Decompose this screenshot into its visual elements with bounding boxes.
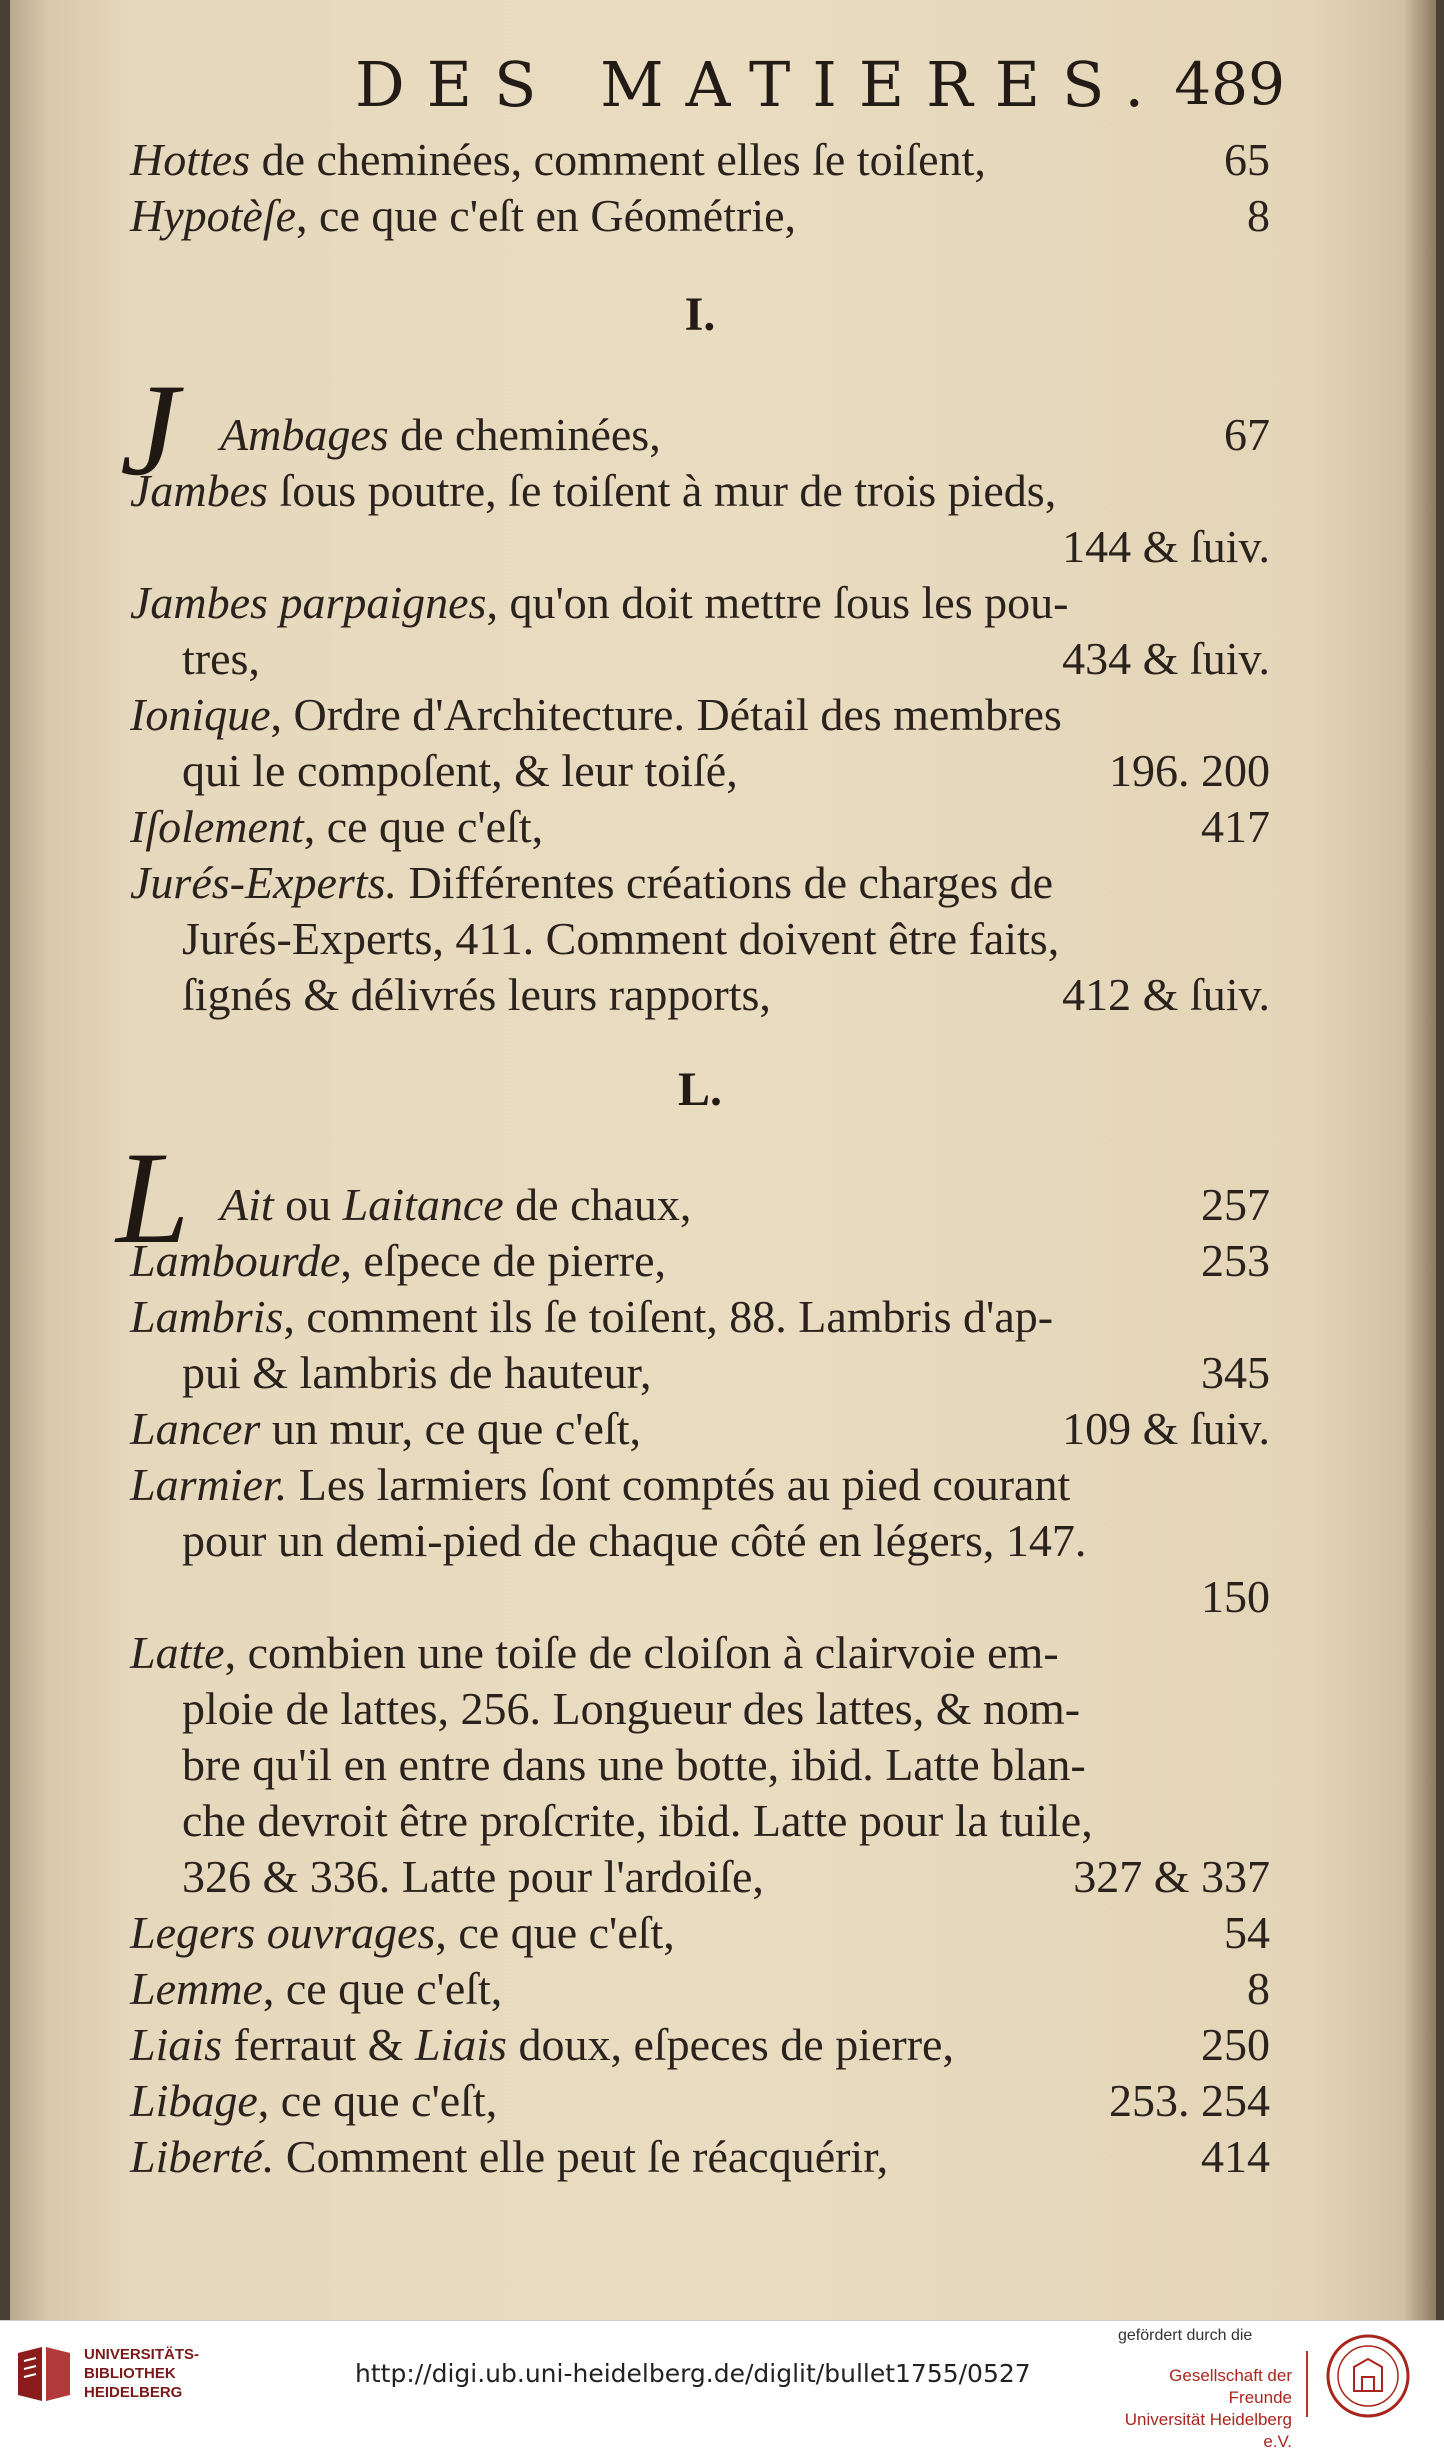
entry-ref: 8: [1247, 190, 1270, 241]
entry-term: Liberté.: [130, 2131, 275, 2182]
entry-term: Ambages: [220, 409, 389, 460]
page-header: [355, 48, 1285, 128]
entry-text: , combien une toiſe de cloiſon à clairvoie em-: [224, 1627, 1059, 1678]
entry-term: Hottes: [130, 134, 251, 185]
entry-term: Liais: [414, 2019, 507, 2070]
entry-text: , eſpece de pierre,: [340, 1235, 667, 1286]
entry-text: de chaux,: [503, 1179, 692, 1230]
section-heading-i: I.: [684, 288, 716, 341]
entry-term: Hypotèſe: [130, 190, 297, 241]
entry-text: che devroit être proſcrite, ibid. Latte pour la tuile,: [182, 1795, 1093, 1846]
entry-term: Lemme: [130, 1963, 263, 2014]
entry-term: Libage: [130, 2075, 258, 2126]
entry-text: de cheminées, comment elles ſe toiſent,: [250, 134, 986, 185]
entry-term: Jurés-Experts.: [130, 857, 397, 908]
entry-term: Lambourde: [130, 1235, 341, 1286]
sponsor-name: [1112, 2365, 1292, 2453]
entry-ref: 196. 200: [1109, 745, 1270, 796]
entry-ref: 144 & ſuiv.: [1062, 521, 1270, 572]
entry-text: bre qu'il en entre dans une botte, ibid. Latte blan-: [182, 1739, 1086, 1790]
entry-term: Legers ouvrages: [130, 1907, 436, 1958]
entry-text: , ce que c'eſt,: [257, 2075, 498, 2126]
entry-ref: 54: [1224, 1907, 1270, 1958]
page-number: 489: [1174, 50, 1285, 118]
entry-text: Jurés-Experts, 411. Comment doivent être faits,: [182, 913, 1060, 964]
entry-term: Lancer: [130, 1403, 261, 1454]
library-name-line: BIBLIOTHEK: [84, 2365, 176, 2382]
entry-text: pui & lambris de hauteur,: [182, 1347, 652, 1398]
entry-text: , qu'on doit mettre ſous les pou-: [486, 577, 1069, 628]
entry-text: ferraut &: [222, 2019, 415, 2070]
section-heading-l: L.: [677, 1063, 722, 1116]
entry-ref: 253. 254: [1109, 2075, 1270, 2126]
entry-ref: 434 & ſuiv.: [1062, 633, 1270, 684]
entry-ref: 327 & 337: [1073, 1851, 1270, 1902]
running-title: DES MATIERES.: [355, 48, 1167, 121]
entry-term: Jambes: [130, 465, 268, 516]
entry-ref: 257: [1201, 1179, 1270, 1230]
entry-text: doux, eſpeces de pierre,: [506, 2019, 954, 2070]
entry-ref: 8: [1247, 1963, 1270, 2014]
drop-initial-j: J: [120, 356, 179, 503]
entry-text: ſous poutre, ſe toiſent à mur de trois pieds,: [267, 465, 1057, 516]
entry-term: Liais: [130, 2019, 223, 2070]
entry-term: Larmier.: [130, 1459, 288, 1510]
entry-ref: 412 & ſuiv.: [1062, 969, 1270, 1020]
entry-term: Ait: [220, 1179, 274, 1230]
viewer-footer: [0, 2320, 1444, 2451]
entry-ref: 67: [1224, 409, 1270, 460]
entry-text: , ce que c'eſt,: [435, 1907, 675, 1958]
entry-ref: 417: [1201, 801, 1270, 852]
entry-text: pour un demi-pied de chaque côté en légers, 147.: [182, 1515, 1087, 1566]
entry-text: ſignés & délivrés leurs rapports,: [182, 969, 771, 1020]
permalink-url[interactable]: http://digi.ub.uni-heidelberg.de/diglit/bullet1755/0527: [355, 2359, 1031, 2388]
entry-text: , ce que c'eſt,: [303, 801, 544, 852]
funded-by-label: gefördert durch die: [1118, 2327, 1253, 2344]
library-name: [84, 2345, 199, 2402]
entry-text: ploie de lattes, 256. Longueur des lattes, & nom-: [182, 1683, 1081, 1734]
university-seal-icon: [1320, 2331, 1416, 2421]
library-logo-icon: [12, 2343, 76, 2407]
entry-text: tres,: [182, 633, 260, 684]
entry-term: Latte: [130, 1627, 225, 1678]
entry-text: Les larmiers ſont comptés au pied courant: [287, 1459, 1071, 1510]
entry-text: 326 & 336. Latte pour l'ardoiſe,: [182, 1851, 764, 1902]
entry-text: , ce que c'eſt,: [262, 1963, 503, 2014]
page-gutter: [1405, 0, 1436, 2320]
entry-ref: 253: [1201, 1235, 1270, 1286]
entry-term: Lambris: [130, 1291, 284, 1342]
library-name-line: HEIDELBERG: [84, 2384, 183, 2401]
entry-term: Iſolement: [130, 801, 304, 852]
footer-divider: [1306, 2351, 1308, 2417]
entry-ref: 109 & ſuiv.: [1062, 1403, 1270, 1454]
entry-text: , comment ils ſe toiſent, 88. Lambris d'ap-: [283, 1291, 1054, 1342]
entry-ref: 150: [1201, 1571, 1270, 1622]
entry-text: , ce que c'eſt en Géométrie,: [296, 190, 797, 241]
entry-term: Jambes parpaignes: [130, 577, 487, 628]
sponsor-name-line: Universität Heidelberg e.V.: [1124, 2410, 1292, 2451]
entry-text: , Ordre d'Architecture. Détail des membres: [270, 689, 1062, 740]
entry-text: Comment elle peut ſe réacquérir,: [274, 2131, 889, 2182]
library-name-line: UNIVERSITÄTS-: [84, 2346, 200, 2363]
entry-term: Laitance: [342, 1179, 504, 1230]
sponsor-name-line: Gesellschaft der Freunde: [1169, 2366, 1292, 2407]
entry-ref: 65: [1224, 134, 1270, 185]
entry-term: Ionique: [130, 689, 271, 740]
entry-ref: 250: [1201, 2019, 1270, 2070]
entry-text: Différentes créations de charges de: [396, 857, 1054, 908]
entry-text: un mur, ce que c'eſt,: [260, 1403, 642, 1454]
entry-ref: 345: [1201, 1347, 1270, 1398]
entry-text: ou: [273, 1179, 343, 1230]
entry-text: de cheminées,: [388, 409, 661, 460]
drop-initial-l: L: [116, 1124, 190, 1271]
entry-text: qui le compoſent, & leur toiſé,: [182, 745, 738, 796]
entry-ref: 414: [1201, 2131, 1270, 2182]
